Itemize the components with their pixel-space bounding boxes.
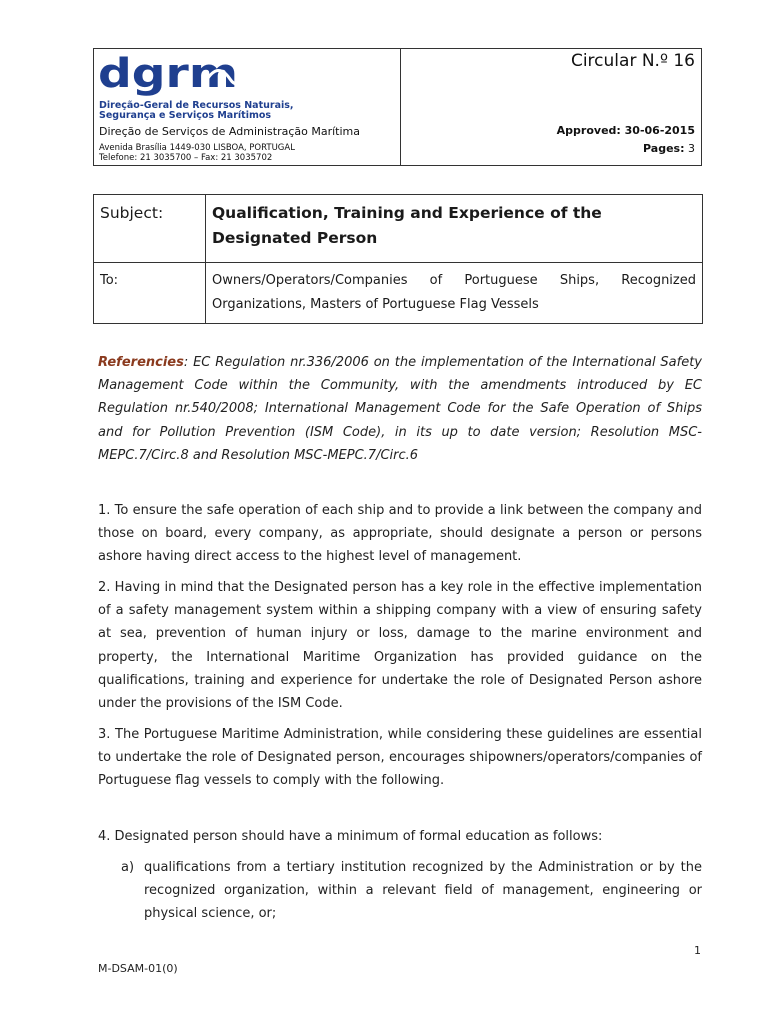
subject-row — [94, 195, 703, 263]
phone-line: Telefone: 21 3035700 – Fax: 21 3035702 — [99, 153, 273, 163]
page-number: 1 — [694, 944, 701, 957]
contact-address — [99, 143, 295, 163]
subject-value: Qualification, Training and Experience of the Designated Person — [206, 195, 703, 263]
approved-date: Approved: 30-06-2015 — [556, 124, 695, 137]
references-text: : EC Regulation nr.336/2006 on the implementation of the International Safety Management Code within the Community, with the amendments introduced by EC Regulation nr.540/2008; International Management Code for the Safe Operation of Ships and for Pollution Prevention (ISM Code), in its up to date version; Resolution MSC-MEPC.7/Circ.8 and Resolution MSC-MEPC.7/Circ.6 — [98, 355, 702, 463]
paragraph-2: 2. Having in mind that the Designated person has a key role in the effective implementation of a safety management system within a shipping company with a view of ensuring safety at sea, prevention of human injury or loss, damage to the marine environment and property, the International Maritime Organization has provided guidance on the qualifications, training and experience for undertake the role of Designated Person ashore under the provisions of the ISM Code. — [98, 580, 702, 712]
header-divider — [400, 49, 401, 165]
letterhead — [93, 48, 702, 166]
address-line: Avenida Brasília 1449-030 LISBOA, PORTUGAL — [99, 143, 295, 153]
circular-number: Circular N.º 16 — [570, 51, 695, 71]
dgrm-logo — [98, 51, 263, 97]
list-marker: a) — [121, 860, 135, 875]
paragraph-1: 1. To ensure the safe operation of each ship and to provide a link between the company and those on board, every company, as appropriate, should designate a person or persons ashore having direct access to the highest level of management. — [98, 503, 702, 565]
subject-label: Subject: — [94, 195, 206, 263]
to-value: Owners/Operators/Companies of Portuguese Ships, Recognized Organizations, Masters of Portuguese Flag Vessels — [206, 263, 703, 324]
page-count: Pages: 3 — [643, 142, 695, 155]
document-code: M-DSAM-01(0) — [98, 962, 178, 975]
paragraph-4: 4. Designated person should have a minimum of formal education as follows: — [98, 829, 603, 844]
logo-subtitle: Direção-Geral de Recursos Naturais, Segurança e Serviços Marítimos — [99, 100, 294, 121]
references-label: Referencies — [98, 355, 184, 370]
paragraph-3: 3. The Portuguese Maritime Administration, while considering these guidelines are essential to undertake the role of Designated person, encourages shipowners/operators/companies of Portuguese flag vessels to comply with the following. — [98, 727, 702, 789]
recipients-row — [94, 263, 703, 324]
subject-table — [93, 194, 703, 324]
references-paragraph — [98, 351, 702, 467]
list-item-text: qualifications from a tertiary institution recognized by the Administration or by the recognized organization, within a relevant field of management, engineering or physical science, or; — [144, 860, 702, 922]
to-label: To: — [94, 263, 206, 324]
department-name: Direção de Serviços de Administração Marítima — [99, 125, 360, 138]
logo-letters: dgrm — [98, 51, 238, 97]
